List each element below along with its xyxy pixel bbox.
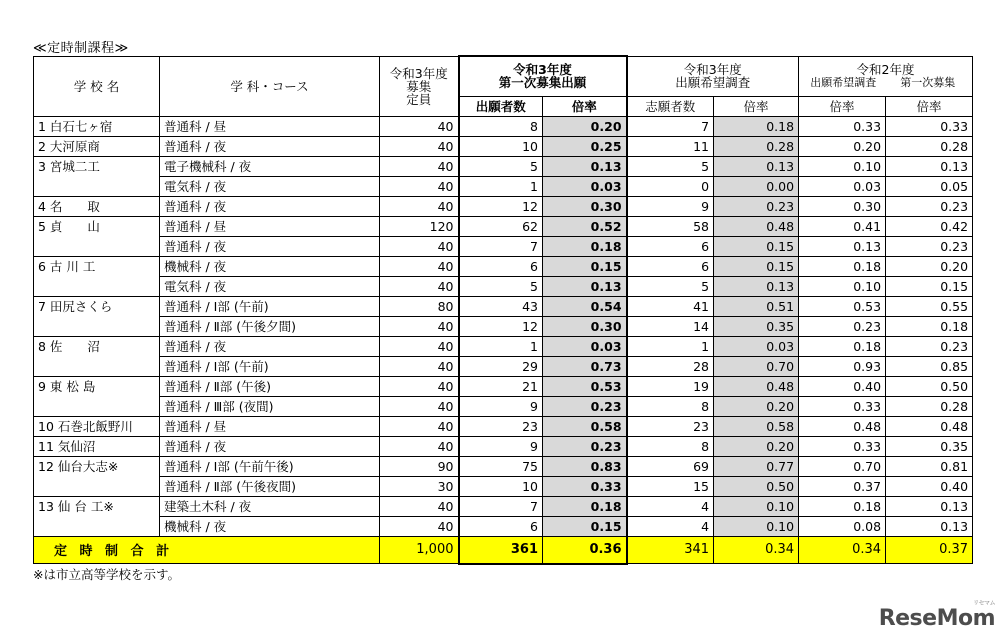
survey-ratio-cell: 0.10 [714, 516, 799, 536]
total-label: 定 時 制 合 計 [34, 536, 380, 564]
survey-applicants-cell: 14 [627, 316, 714, 336]
applicants-cell: 12 [459, 196, 543, 216]
applicants-cell: 43 [459, 296, 543, 316]
applicants-cell: 6 [459, 256, 543, 276]
header-first-round: 令和3年度 第一次募集出願 [459, 56, 627, 96]
survey-applicants-cell: 19 [627, 376, 714, 396]
ratio-cell: 0.30 [543, 316, 627, 336]
school-cell: 6 古 川 工 [34, 256, 160, 276]
applicants-cell: 6 [459, 516, 543, 536]
ratio-cell: 0.23 [543, 436, 627, 456]
ratio-cell: 0.23 [543, 396, 627, 416]
r2-survey-ratio-cell: 0.33 [799, 436, 886, 456]
ratio-cell: 0.83 [543, 456, 627, 476]
capacity-cell: 40 [380, 396, 459, 416]
ratio-cell: 0.18 [543, 236, 627, 256]
course-cell: 電気科 / 夜 [160, 176, 380, 196]
total-survey-applicants: 341 [627, 536, 714, 564]
course-cell: 普通科 / Ⅱ部 (午後) [160, 376, 380, 396]
total-r2-first: 0.37 [886, 536, 973, 564]
table-row [34, 316, 973, 336]
r2-survey-ratio-cell: 0.18 [799, 336, 886, 356]
r2-survey-ratio-cell: 0.10 [799, 156, 886, 176]
r2-survey-ratio-cell: 0.48 [799, 416, 886, 436]
header-first-ratio: 倍率 [543, 96, 627, 116]
ratio-cell: 0.33 [543, 476, 627, 496]
capacity-cell: 40 [380, 516, 459, 536]
survey-applicants-cell: 7 [627, 116, 714, 136]
footnote: ※は市立高等学校を示す。 [33, 567, 180, 582]
enrollment-table [33, 55, 973, 565]
school-cell [34, 396, 160, 416]
survey-applicants-cell: 4 [627, 496, 714, 516]
r2-survey-ratio-cell: 0.13 [799, 236, 886, 256]
ratio-cell: 0.25 [543, 136, 627, 156]
course-cell: 普通科 / 昼 [160, 416, 380, 436]
header-course: 学 科・コース [160, 56, 380, 116]
r2-survey-ratio-cell: 0.41 [799, 216, 886, 236]
ratio-cell: 0.73 [543, 356, 627, 376]
r2-first-ratio-cell: 0.28 [886, 396, 973, 416]
applicants-cell: 5 [459, 276, 543, 296]
school-cell: 13 仙 台 工※ [34, 496, 160, 516]
applicants-cell: 10 [459, 476, 543, 496]
course-cell: 普通科 / 夜 [160, 196, 380, 216]
survey-applicants-cell: 8 [627, 396, 714, 416]
applicants-cell: 9 [459, 436, 543, 456]
r2-first-ratio-cell: 0.23 [886, 336, 973, 356]
capacity-cell: 40 [380, 276, 459, 296]
table-row [34, 356, 973, 376]
survey-ratio-cell: 0.18 [714, 116, 799, 136]
course-cell: 普通科 / 夜 [160, 336, 380, 356]
r2-first-ratio-cell: 0.35 [886, 436, 973, 456]
survey-applicants-cell: 41 [627, 296, 714, 316]
course-cell: 普通科 / Ⅰ部 (午前) [160, 356, 380, 376]
r2-survey-ratio-cell: 0.33 [799, 116, 886, 136]
survey-applicants-cell: 4 [627, 516, 714, 536]
capacity-cell: 40 [380, 116, 459, 136]
survey-ratio-cell: 0.13 [714, 276, 799, 296]
survey-ratio-cell: 0.50 [714, 476, 799, 496]
r2-first-ratio-cell: 0.28 [886, 136, 973, 156]
school-cell: 12 仙台大志※ [34, 456, 160, 476]
r2-first-ratio-cell: 0.81 [886, 456, 973, 476]
r2-survey-ratio-cell: 0.20 [799, 136, 886, 156]
survey-ratio-cell: 0.58 [714, 416, 799, 436]
r2-survey-ratio-cell: 0.37 [799, 476, 886, 496]
ratio-cell: 0.13 [543, 276, 627, 296]
applicants-cell: 7 [459, 496, 543, 516]
course-cell: 普通科 / Ⅱ部 (午後夜間) [160, 476, 380, 496]
table-row [34, 336, 973, 356]
survey-ratio-cell: 0.51 [714, 296, 799, 316]
school-cell: 9 東 松 島 [34, 376, 160, 396]
total-survey-ratio: 0.34 [714, 536, 799, 564]
capacity-cell: 40 [380, 136, 459, 156]
r2-survey-ratio-cell: 0.18 [799, 496, 886, 516]
capacity-cell: 40 [380, 236, 459, 256]
table-row [34, 236, 973, 256]
total-r2-survey: 0.34 [799, 536, 886, 564]
capacity-cell: 40 [380, 176, 459, 196]
survey-applicants-cell: 9 [627, 196, 714, 216]
course-cell: 普通科 / 昼 [160, 216, 380, 236]
r2-survey-ratio-cell: 0.93 [799, 356, 886, 376]
course-cell: 建築土木科 / 夜 [160, 496, 380, 516]
header-first-applicants: 出願者数 [459, 96, 543, 116]
applicants-cell: 8 [459, 116, 543, 136]
survey-ratio-cell: 0.15 [714, 256, 799, 276]
survey-applicants-cell: 58 [627, 216, 714, 236]
table-row [34, 496, 973, 516]
applicants-cell: 1 [459, 336, 543, 356]
r2-first-ratio-cell: 0.05 [886, 176, 973, 196]
r2-first-ratio-cell: 0.33 [886, 116, 973, 136]
school-cell [34, 316, 160, 336]
school-cell: 11 気仙沼 [34, 436, 160, 456]
school-cell: 2 大河原商 [34, 136, 160, 156]
header-capacity: 令和3年度 募集 定員 [380, 56, 459, 116]
total-applicants: 361 [459, 536, 543, 564]
r2-survey-ratio-cell: 0.70 [799, 456, 886, 476]
table-row [34, 196, 973, 216]
capacity-cell: 40 [380, 376, 459, 396]
header-r2-first: 第一次募集 [900, 76, 956, 89]
ratio-cell: 0.03 [543, 336, 627, 356]
survey-ratio-cell: 0.23 [714, 196, 799, 216]
survey-applicants-cell: 28 [627, 356, 714, 376]
ratio-cell: 0.13 [543, 156, 627, 176]
survey-ratio-cell: 0.28 [714, 136, 799, 156]
r2-survey-ratio-cell: 0.30 [799, 196, 886, 216]
ratio-cell: 0.52 [543, 216, 627, 236]
survey-ratio-cell: 0.20 [714, 436, 799, 456]
r2-survey-ratio-cell: 0.23 [799, 316, 886, 336]
total-capacity: 1,000 [380, 536, 459, 564]
r2-first-ratio-cell: 0.20 [886, 256, 973, 276]
capacity-cell: 90 [380, 456, 459, 476]
table-row [34, 456, 973, 476]
ratio-cell: 0.20 [543, 116, 627, 136]
table-caption: ≪定時制課程≫ [33, 41, 129, 56]
table-row [34, 176, 973, 196]
r2-survey-ratio-cell: 0.40 [799, 376, 886, 396]
school-cell [34, 356, 160, 376]
r2-survey-ratio-cell: 0.18 [799, 256, 886, 276]
header-school: 学 校 名 [34, 56, 160, 116]
table-body [34, 116, 973, 536]
school-cell [34, 476, 160, 496]
survey-ratio-cell: 0.13 [714, 156, 799, 176]
survey-applicants-cell: 23 [627, 416, 714, 436]
school-cell: 4 名 取 [34, 196, 160, 216]
course-cell: 電気科 / 夜 [160, 276, 380, 296]
course-cell: 普通科 / 夜 [160, 136, 380, 156]
applicants-cell: 5 [459, 156, 543, 176]
school-cell: 3 宮城二工 [34, 156, 160, 176]
r2-survey-ratio-cell: 0.10 [799, 276, 886, 296]
ratio-cell: 0.15 [543, 516, 627, 536]
header-survey-applicants: 志願者数 [627, 96, 714, 116]
r2-first-ratio-cell: 0.42 [886, 216, 973, 236]
course-cell: 普通科 / 夜 [160, 236, 380, 256]
capacity-cell: 40 [380, 256, 459, 276]
applicants-cell: 1 [459, 176, 543, 196]
applicants-cell: 23 [459, 416, 543, 436]
school-cell [34, 276, 160, 296]
ratio-cell: 0.58 [543, 416, 627, 436]
table-row [34, 296, 973, 316]
header-r2-survey: 出願希望調査 [810, 76, 877, 89]
capacity-cell: 40 [380, 436, 459, 456]
table-row [34, 376, 973, 396]
course-cell: 普通科 / Ⅰ部 (午前) [160, 296, 380, 316]
table-row [34, 256, 973, 276]
course-cell: 普通科 / Ⅲ部 (夜間) [160, 396, 380, 416]
table-row [34, 516, 973, 536]
r2-first-ratio-cell: 0.48 [886, 416, 973, 436]
survey-applicants-cell: 0 [627, 176, 714, 196]
survey-ratio-cell: 0.48 [714, 376, 799, 396]
ratio-cell: 0.30 [543, 196, 627, 216]
applicants-cell: 10 [459, 136, 543, 156]
course-cell: 電子機械科 / 夜 [160, 156, 380, 176]
applicants-cell: 62 [459, 216, 543, 236]
ratio-cell: 0.18 [543, 496, 627, 516]
survey-ratio-cell: 0.35 [714, 316, 799, 336]
r2-first-ratio-cell: 0.50 [886, 376, 973, 396]
r2-survey-ratio-cell: 0.08 [799, 516, 886, 536]
capacity-cell: 30 [380, 476, 459, 496]
r2-first-ratio-cell: 0.23 [886, 196, 973, 216]
r2-survey-ratio-cell: 0.03 [799, 176, 886, 196]
table-row [34, 116, 973, 136]
total-row [34, 536, 973, 564]
survey-applicants-cell: 8 [627, 436, 714, 456]
header-r2-first-ratio: 倍率 [886, 96, 973, 116]
course-cell: 普通科 / 夜 [160, 436, 380, 456]
school-cell: 10 石巻北飯野川 [34, 416, 160, 436]
survey-applicants-cell: 5 [627, 276, 714, 296]
table-row [34, 476, 973, 496]
resemom-logo: ReseMom リセマム [878, 600, 995, 631]
header-r2: 令和2年度 出願希望調査 第一次募集 [799, 56, 973, 96]
r2-first-ratio-cell: 0.23 [886, 236, 973, 256]
survey-applicants-cell: 1 [627, 336, 714, 356]
school-cell [34, 516, 160, 536]
survey-ratio-cell: 0.48 [714, 216, 799, 236]
applicants-cell: 75 [459, 456, 543, 476]
course-cell: 普通科 / 昼 [160, 116, 380, 136]
survey-ratio-cell: 0.03 [714, 336, 799, 356]
table-row [34, 276, 973, 296]
survey-applicants-cell: 15 [627, 476, 714, 496]
table-row [34, 216, 973, 236]
applicants-cell: 12 [459, 316, 543, 336]
table-row [34, 396, 973, 416]
school-cell [34, 236, 160, 256]
survey-applicants-cell: 69 [627, 456, 714, 476]
school-cell: 5 貞 山 [34, 216, 160, 236]
r2-survey-ratio-cell: 0.53 [799, 296, 886, 316]
survey-ratio-cell: 0.77 [714, 456, 799, 476]
school-cell: 8 佐 沼 [34, 336, 160, 356]
r2-first-ratio-cell: 0.18 [886, 316, 973, 336]
survey-ratio-cell: 0.70 [714, 356, 799, 376]
table-row [34, 436, 973, 456]
capacity-cell: 40 [380, 356, 459, 376]
school-cell: 7 田尻さくら [34, 296, 160, 316]
course-cell: 普通科 / Ⅰ部 (午前午後) [160, 456, 380, 476]
course-cell: 機械科 / 夜 [160, 256, 380, 276]
survey-ratio-cell: 0.15 [714, 236, 799, 256]
capacity-cell: 40 [380, 316, 459, 336]
school-cell: 1 白石七ヶ宿 [34, 116, 160, 136]
header-survey-r3: 令和3年度 出願希望調査 [627, 56, 799, 96]
applicants-cell: 7 [459, 236, 543, 256]
capacity-cell: 40 [380, 496, 459, 516]
course-cell: 機械科 / 夜 [160, 516, 380, 536]
applicants-cell: 21 [459, 376, 543, 396]
ratio-cell: 0.54 [543, 296, 627, 316]
r2-first-ratio-cell: 0.13 [886, 516, 973, 536]
applicants-cell: 29 [459, 356, 543, 376]
table-row [34, 136, 973, 156]
ratio-cell: 0.53 [543, 376, 627, 396]
capacity-cell: 40 [380, 416, 459, 436]
r2-first-ratio-cell: 0.40 [886, 476, 973, 496]
applicants-cell: 9 [459, 396, 543, 416]
capacity-cell: 40 [380, 196, 459, 216]
survey-ratio-cell: 0.10 [714, 496, 799, 516]
survey-applicants-cell: 11 [627, 136, 714, 156]
r2-first-ratio-cell: 0.13 [886, 156, 973, 176]
r2-survey-ratio-cell: 0.33 [799, 396, 886, 416]
ratio-cell: 0.15 [543, 256, 627, 276]
survey-ratio-cell: 0.20 [714, 396, 799, 416]
r2-first-ratio-cell: 0.13 [886, 496, 973, 516]
table-row [34, 156, 973, 176]
course-cell: 普通科 / Ⅱ部 (午後夕間) [160, 316, 380, 336]
survey-applicants-cell: 5 [627, 156, 714, 176]
capacity-cell: 40 [380, 156, 459, 176]
school-cell [34, 176, 160, 196]
survey-ratio-cell: 0.00 [714, 176, 799, 196]
capacity-cell: 120 [380, 216, 459, 236]
r2-first-ratio-cell: 0.15 [886, 276, 973, 296]
total-ratio: 0.36 [543, 536, 627, 564]
capacity-cell: 80 [380, 296, 459, 316]
survey-applicants-cell: 6 [627, 236, 714, 256]
survey-applicants-cell: 6 [627, 256, 714, 276]
r2-first-ratio-cell: 0.55 [886, 296, 973, 316]
table-row [34, 416, 973, 436]
capacity-cell: 40 [380, 336, 459, 356]
header-survey-ratio: 倍率 [714, 96, 799, 116]
r2-first-ratio-cell: 0.85 [886, 356, 973, 376]
ratio-cell: 0.03 [543, 176, 627, 196]
table-header [34, 56, 973, 116]
header-r2-survey-ratio: 倍率 [799, 96, 886, 116]
